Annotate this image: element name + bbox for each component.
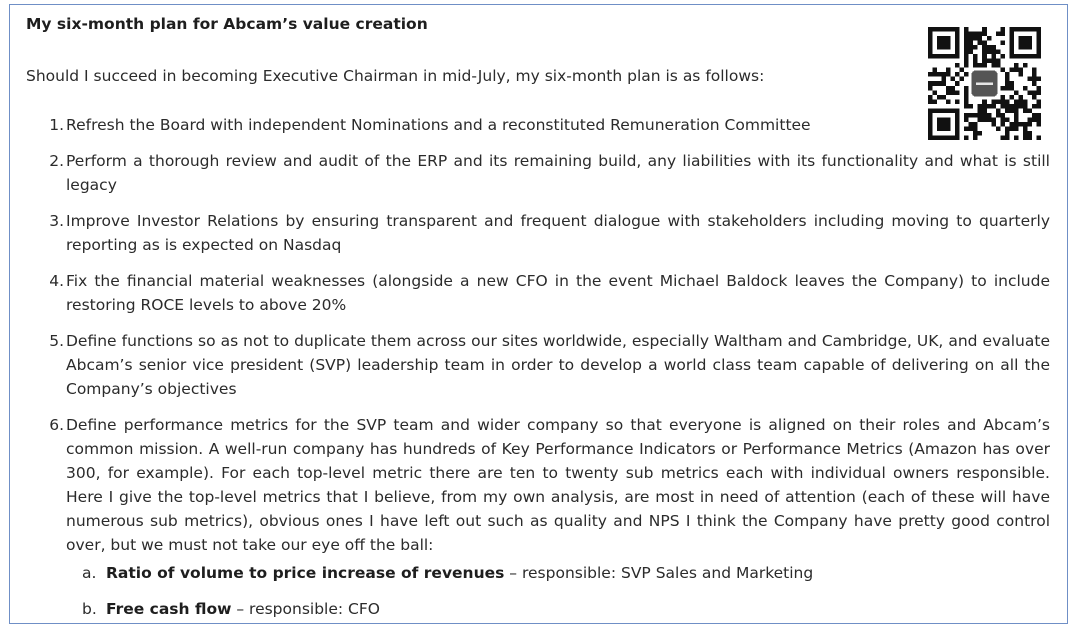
sublist-item (66, 561, 1050, 585)
list-number: 4. (49, 272, 64, 290)
list-item-text: Define performance metrics for the SVP team and wider company so that everyone is aligned on their roles and Abcam’s common mission. A well-run company has hundreds of Key Performance Indicators or Performance Metrics (Amazon has over 300, for example). For each top-level metric there are ten to twenty sub metrics each with individual owners responsible. Here I give the top-level metrics that I believe, from my own analysis, are most in need of attention (each of these will have numerous sub metrics), obvious ones I have left out such as quality and NPS I think the Company have pretty good control over, but we must not take our eye off the ball: (66, 416, 1050, 554)
plan-list (26, 113, 1050, 624)
intro-paragraph: Should I succeed in becoming Executive Chairman in mid-July, my six-month plan is as follows: (26, 67, 765, 85)
list-item-text: Fix the financial material weaknesses (alongside a new CFO in the event Michael Baldock leaves the Company) to include restoring ROCE levels to above 20% (66, 272, 1050, 314)
list-item (26, 413, 1050, 621)
document-title: My six-month plan for Abcam’s value creation (26, 15, 428, 33)
list-number: 3. (49, 212, 64, 230)
sublist-letter: b. (82, 600, 97, 618)
list-number: 5. (49, 332, 64, 350)
list-item-text: Define functions so as not to duplicate them across our sites worldwide, especially Waltham and Cambridge, UK, and evaluate Abcam’s senior vice president (SVP) leadership team in order to develop a world class team capable of delivering on all the Company’s objectives (66, 332, 1050, 398)
list-item-text: Improve Investor Relations by ensuring transparent and frequent dialogue with stakeholders including moving to quarterly reporting as is expected on Nasdaq (66, 212, 1050, 254)
abcam-logo-icon (969, 68, 1001, 100)
list-number: 1. (49, 116, 64, 134)
document-frame (9, 4, 1068, 624)
sublist-letter: a. (82, 564, 97, 582)
metric-owner: – responsible: SVP Sales and Marketing (504, 564, 814, 582)
metric-name: Ratio of volume to price increase of revenues (106, 564, 505, 582)
list-item (26, 269, 1050, 317)
metric-owner: – responsible: CFO (231, 600, 380, 618)
list-item-text: Perform a thorough review and audit of the ERP and its remaining build, any liabilities with its functionality and what is still legacy (66, 152, 1050, 194)
list-item (26, 209, 1050, 257)
metrics-sublist (66, 561, 1050, 621)
list-item (26, 113, 1050, 137)
list-number: 6. (49, 416, 64, 434)
list-item (26, 149, 1050, 197)
list-item-text: Refresh the Board with independent Nominations and a reconstituted Remuneration Committee (66, 116, 811, 134)
list-item (26, 329, 1050, 401)
metric-name: Free cash flow (106, 600, 232, 618)
sublist-item (66, 597, 1050, 621)
list-number: 2. (49, 152, 64, 170)
